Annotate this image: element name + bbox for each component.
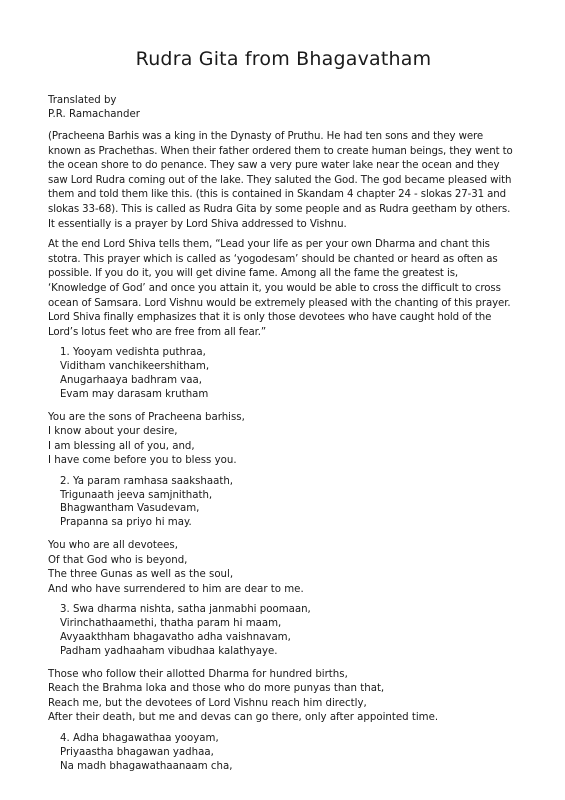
translation-line: I am blessing all of you, and, — [48, 440, 195, 452]
translator-credits — [48, 94, 519, 122]
sloka-line: Bhagwantham Vasudevam, — [60, 503, 200, 515]
translation-line: Reach me, but the devotees of Lord Vishnu reach him directly, — [48, 697, 367, 709]
translation-line: You are the sons of Pracheena barhiss, — [48, 411, 245, 423]
page-title: Rudra Gita from Bhagavatham — [135, 48, 432, 70]
sloka-block — [60, 346, 519, 401]
sloka-block — [60, 475, 519, 530]
translation-line: You who are all devotees, — [48, 540, 178, 552]
intro-paragraph: (Pracheena Barhis was a king in the Dynasty of Pruthu. He had ten sons and they were known as Prachethas. When their father ordered them to create human beings, they went to the ocean shore to do penance. They saw a very pure water lake near the ocean and they saw Lord Rudra coming out of the lake. They saluted the God. The god became pleased with them and told them like this. (this is contained in Skandam 4 chapter 24 - slokas 27-31 and slokas 33-68). This is called as Rudra Gita by some people and as Rudra geetham by others. It essentially is a prayer by Lord Shiva addressed to Vishnu. — [48, 131, 513, 230]
sloka-line: Evam may darasam krutham — [60, 388, 209, 400]
translation-line: And who have surrendered to him are dear to me. — [48, 583, 304, 595]
sloka-line: 3. Swa dharma nishta, satha janmabhi poomaan, — [60, 604, 311, 616]
translation-block — [48, 411, 519, 469]
sloka-line: Virinchathaamethi, thatha param hi maam, — [60, 618, 282, 630]
translation-block — [48, 539, 519, 597]
sloka-line: Priyaastha bhagawan yadhaa, — [60, 746, 214, 758]
sloka-line: Prapanna sa priyo hi may. — [60, 517, 192, 529]
translation-line: Of that God who is beyond, — [48, 554, 188, 566]
translation-line: Those who follow their allotted Dharma for hundred births, — [48, 668, 348, 680]
sloka-line: Viditham vanchikeershitham, — [60, 361, 210, 373]
verses-section — [48, 346, 519, 773]
translation-line: I know about your desire, — [48, 426, 178, 438]
intro-paragraph: At the end Lord Shiva tells them, “Lead your life as per your own Dharma and chant this stotra. This prayer which is called as ‘yogodesam’ should be chanted or heard as often as possible. If you do it, you will get divine fame. Among all the fame the greatest is, ‘Knowledge of God’ and once you attain it, you would be able to cross the difficult to cross ocean of Samsara. Lord Vishnu would be extremely pleased with the chanting of this prayer. Lord Shiva finally emphasizes that it is only those devotees who have caught hold of the Lord’s lotus feet who are free from all fear.” — [48, 239, 511, 338]
sloka-line: Avyaakthham bhagavatho adha vaishnavam, — [60, 632, 291, 644]
sloka-line: Trigunaath jeeva samjnithath, — [60, 489, 213, 501]
translation-line: After their death, but me and devas can go there, only after appointed time. — [48, 712, 439, 724]
translation-line: Reach the Brahma loka and those who do more punyas than that, — [48, 683, 385, 695]
sloka-block — [60, 603, 519, 658]
sloka-line: Anugarhaaya badhram vaa, — [60, 374, 203, 386]
translation-line: I have come before you to bless you. — [48, 455, 237, 467]
translator-name: P.R. Ramachander — [48, 109, 140, 120]
translation-block — [48, 668, 519, 726]
sloka-line: 4. Adha bhagawathaa yooyam, — [60, 733, 219, 744]
translation-line: The three Gunas as well as the soul, — [48, 569, 234, 581]
sloka-line: Na madh bhagawathaanaam cha, — [60, 760, 233, 772]
sloka-block — [60, 732, 519, 773]
sloka-line: 2. Ya param ramhasa saakshaath, — [60, 475, 234, 487]
sloka-line: Padham yadhaaham vibudhaa kalathyaye. — [60, 645, 278, 657]
credit-line: Translated by — [48, 95, 117, 106]
sloka-line: 1. Yooyam vedishta puthraa, — [60, 347, 206, 359]
